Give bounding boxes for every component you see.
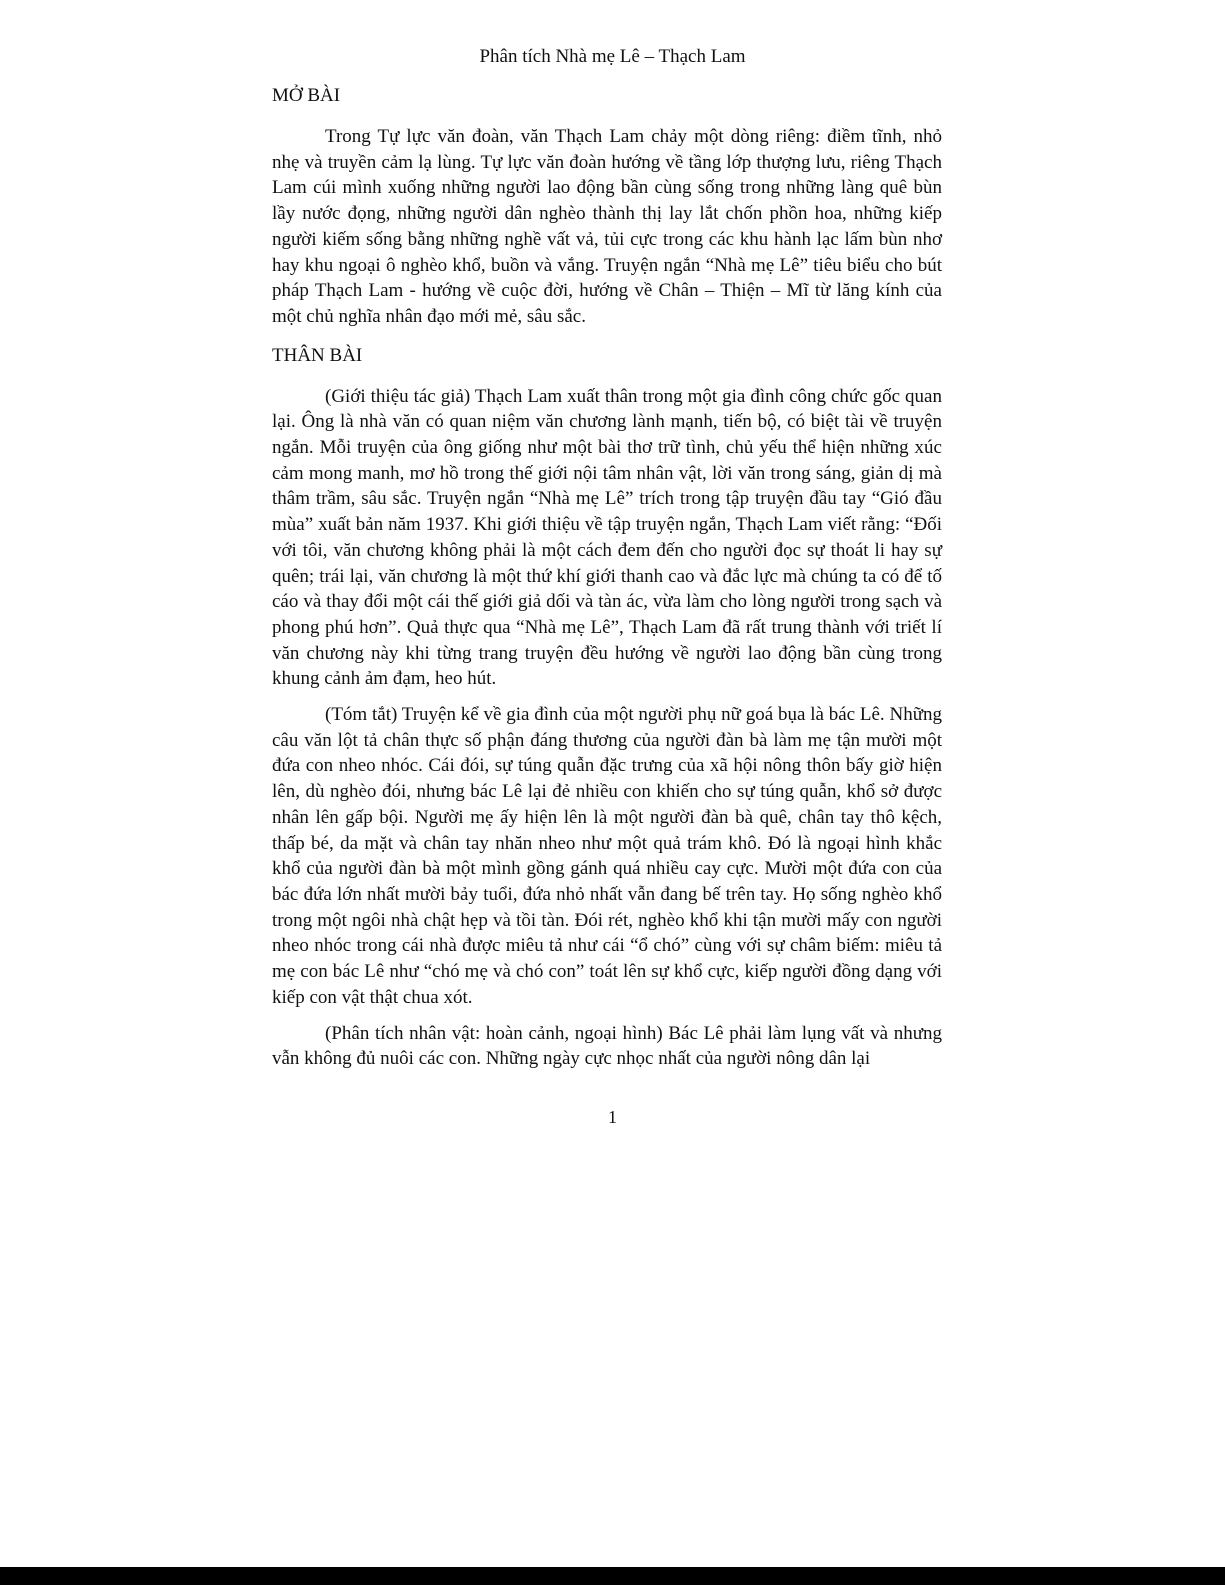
- document-body: [272, 80, 942, 1082]
- intro-heading: MỞ BÀI: [272, 85, 341, 106]
- body-heading: THÂN BÀI: [272, 344, 363, 366]
- body-paragraph-character: (Phân tích nhân vật: hoàn cảnh, ngoại hình) Bác Lê phải làm lụng vất và nhưng vẫn không đủ nuôi các con. Những ngày cực nhọc nhất của người nông dân lại: [272, 1022, 942, 1070]
- body-paragraph-summary: (Tóm tắt) Truyện kể về gia đình của một người phụ nữ goá bụa là bác Lê. Những câu văn lột tả chân thực số phận đáng thương của người đàn bà làm mẹ tận mười một đứa con nheo nhóc. Cái đói, sự túng quẫn đặc trưng của xã hội nông thôn bấy giờ hiện lên, dù nghèo đói, nhưng bác Lê lại đẻ nhiều con khiến cho sự túng quẫn, khổ sở được nhân lên gấp bội. Người mẹ ấy hiện lên là một người đàn bà quê, chân tay thô kệch, thấp bé, da mặt và chân tay nhăn nheo như một quả trám khô. Đó là ngoại hình khắc khổ của người đàn bà một mình gồng gánh quá nhiều cay cực. Mười một đứa con của bác đứa lớn nhất mười bảy tuổi, đứa nhỏ nhất vẫn đang bế trên tay. Họ sống nghèo khổ trong một ngôi nhà chật hẹp và tồi tàn. Đói rét, nghèo khổ khi tận mười mấy con người nheo nhóc trong cái nhà được miêu tả như cái “ổ chó” cùng với sự châm biếm: miêu tả mẹ con bác Lê như “chó mẹ và chó con” toát lên sự khổ cực, kiếp người đồng dạng với kiếp con vật thật chua xót.: [272, 704, 942, 1008]
- intro-paragraph: Trong Tự lực văn đoàn, văn Thạch Lam chảy một dòng riêng: điềm tĩnh, nhỏ nhẹ và truyền cảm lạ lùng. Tự lực văn đoàn hướng về tầng lớp thượng lưu, riêng Thạch Lam cúi mình xuống những người lao động bần cùng sống trong những làng quê bùn lầy nước đọng, những người dân nghèo thành thị lay lắt chốn phồn hoa, những kiếp người kiếm sống bằng những nghề vất vả, tủi cực trong các khu hành lạc lấm bùn nhơ hay khu ngoại ô nghèo khổ, buồn và vắng. Truyện ngắn “Nhà mẹ Lê” tiêu biểu cho bút pháp Thạch Lam - hướng về cuộc đời, hướng về Chân – Thiện – Mĩ từ lăng kính của một chủ nghĩa nhân đạo mới mẻ, sâu sắc.: [272, 126, 942, 327]
- page-number: 1: [608, 1107, 617, 1127]
- bottom-border-bar: [0, 1567, 1225, 1585]
- body-paragraph-author: (Giới thiệu tác giả) Thạch Lam xuất thân trong một gia đình công chức gốc quan lại. Ông là nhà văn có quan niệm văn chương lành mạnh, tiến bộ, có biệt tài về truyện ngắn. Mỗi truyện của ông giống như một bài thơ trữ tình, chủ yếu thể hiện những xúc cảm mong manh, mơ hồ trong thế giới nội tâm nhân vật, lời văn trong sáng, giản dị mà thâm trầm, sâu sắc. Truyện ngắn “Nhà mẹ Lê” trích trong tập truyện đầu tay “Gió đầu mùa” xuất bản năm 1937. Khi giới thiệu về tập truyện ngắn, Thạch Lam viết rằng: “Đối với tôi, văn chương không phải là một cách đem đến cho người đọc sự thoát li hay sự quên; trái lại, văn chương là một thứ khí giới thanh cao và đắc lực mà chúng ta có để tố cáo và thay đổi một cái thế giới giả dối và tàn ác, vừa làm cho lòng người trong sạch và phong phú hơn”. Quả thực qua “Nhà mẹ Lê”, Thạch Lam đã rất trung thành với triết lí văn chương này khi từng trang truyện đều hướng về người lao động bần cùng trong khung cảnh ảm đạm, heo hút.: [272, 385, 942, 690]
- page-header-title: Phân tích Nhà mẹ Lê – Thạch Lam: [479, 46, 746, 67]
